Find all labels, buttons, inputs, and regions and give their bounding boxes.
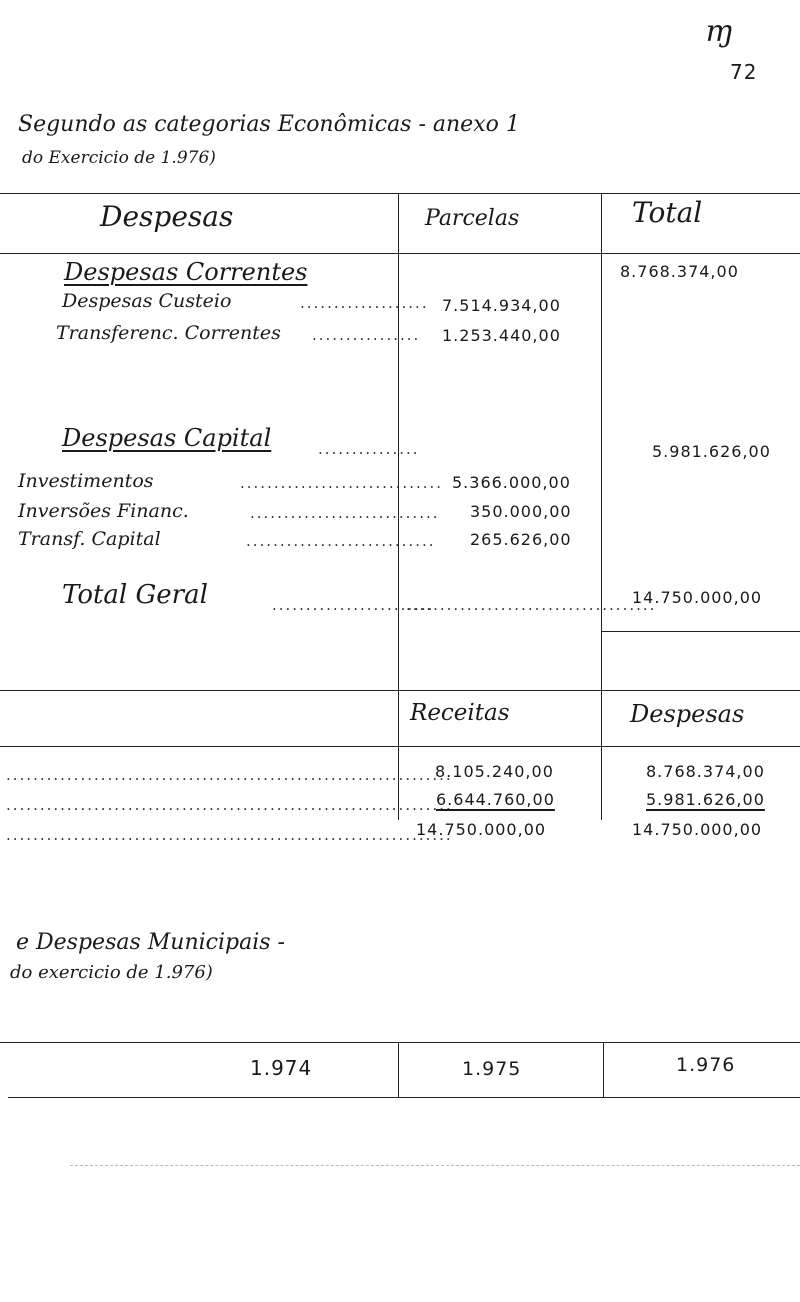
row2-despesas: 5.981.626,00 <box>646 790 765 809</box>
caption-line-1: e Despesas Municipais - <box>16 930 285 955</box>
transf-correntes-label: Transferenc. Correntes <box>56 322 281 344</box>
table3-divider-1 <box>398 1042 399 1097</box>
header-despesas-2: Despesas <box>630 700 745 728</box>
inversoes-value: 350.000,00 <box>470 502 572 521</box>
header-despesas: Despesas <box>100 200 234 233</box>
total-underline <box>601 631 800 632</box>
title-line-1: Segundo as categorias Econômicas - anexo 1 <box>18 112 520 137</box>
year-1974: 1.974 <box>250 1056 313 1080</box>
table1-top-rule <box>0 193 800 194</box>
transf-capital-value: 265.626,00 <box>470 530 572 549</box>
initials-mark: ɱ <box>705 14 734 49</box>
year-1976: 1.976 <box>676 1054 736 1076</box>
custeio-label: Despesas Custeio <box>62 290 232 312</box>
table1-header-rule <box>0 253 800 254</box>
table2-header-rule <box>0 746 800 747</box>
total-geral-label: Total Geral <box>62 580 208 610</box>
transf-capital-label: Transf. Capital <box>18 528 161 550</box>
year-1975: 1.975 <box>462 1058 522 1080</box>
page-number: 72 <box>730 60 758 84</box>
parcelas-total-leader: ..................................... <box>406 596 657 614</box>
transf-capital-leader: ............................ <box>246 532 436 550</box>
correntes-total: 8.768.374,00 <box>620 262 739 281</box>
header-receitas: Receitas <box>410 700 510 726</box>
row3-leader: .................................................................. <box>6 826 453 844</box>
inversoes-leader: ............................ <box>250 504 440 522</box>
inversoes-label: Inversões Financ. <box>18 500 189 522</box>
table3-top-rule <box>0 1042 800 1043</box>
correntes-label: Despesas Correntes <box>64 258 308 286</box>
row1-despesas: 8.768.374,00 <box>646 762 765 781</box>
table2-divider-2 <box>601 690 602 820</box>
transf-correntes-value: 1.253.440,00 <box>442 326 561 345</box>
title-line-2: do Exercicio de 1.976) <box>22 148 216 168</box>
capital-leader: ............... <box>318 440 420 458</box>
header-total: Total <box>632 196 703 229</box>
row2-receitas: 6.644.760,00 <box>436 790 555 809</box>
caption-line-2: do exercicio de 1.976) <box>10 962 213 983</box>
custeio-leader: ................... <box>300 294 429 312</box>
custeio-value: 7.514.934,00 <box>442 296 561 315</box>
investimentos-label: Investimentos <box>18 470 154 492</box>
total-geral-value: 14.750.000,00 <box>632 588 763 607</box>
capital-label: Despesas Capital <box>62 424 272 452</box>
row3-receitas: 14.750.000,00 <box>416 820 547 839</box>
bottom-faint-rule <box>70 1165 800 1166</box>
table3-divider-2 <box>603 1042 604 1097</box>
capital-total: 5.981.626,00 <box>652 442 771 461</box>
row3-despesas: 14.750.000,00 <box>632 820 763 839</box>
investimentos-value: 5.366.000,00 <box>452 473 571 492</box>
row1-receitas: 8.105.240,00 <box>435 762 554 781</box>
total-geral-leader: ........................ <box>272 596 435 614</box>
table2-top-rule <box>0 690 800 691</box>
table3-bottom-rule <box>8 1097 800 1098</box>
table1-divider-2 <box>601 193 602 693</box>
transf-correntes-leader: ................ <box>312 326 421 344</box>
header-parcelas: Parcelas <box>425 206 520 231</box>
row2-leader: .................................................................. <box>6 796 453 814</box>
investimentos-leader: .............................. <box>240 474 444 492</box>
row1-leader: .................................................................. <box>6 766 453 784</box>
